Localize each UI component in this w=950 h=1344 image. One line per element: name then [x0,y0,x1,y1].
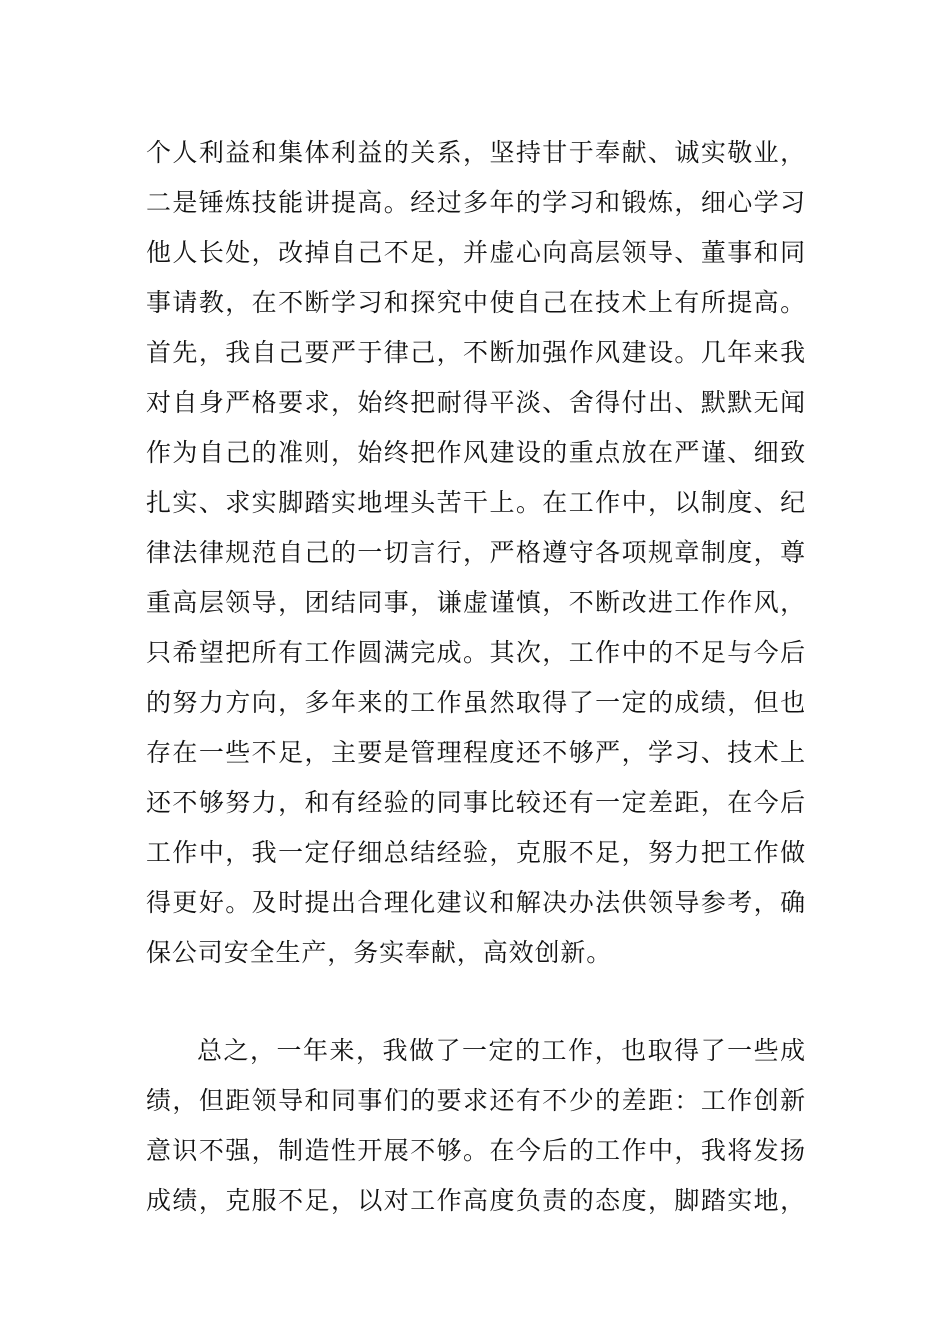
text-line: 总之，一年来，我做了一定的工作，也取得了一些成 [197,1036,806,1065]
paragraph-2 [146,1026,806,1226]
text-line: 意识不强，制造性开展不够。在今后的工作中，我将发扬 [146,1136,806,1165]
text-line: 个人利益和集体利益的关系，坚持甘于奉献、诚实敬业， [146,138,806,167]
text-line: 的努力方向，多年来的工作虽然取得了一定的成绩，但也 [146,688,806,717]
text-line: 二是锤炼技能讲提高。经过多年的学习和锻炼，细心学习 [146,188,806,217]
text-line: 存在一些不足，主要是管理程度还不够严，学习、技术上 [146,738,806,767]
text-line: 绩，但距领导和同事们的要求还有不少的差距：工作创新 [146,1086,806,1115]
text-line: 重高层领导，团结同事，谦虚谨慎，不断改进工作作风， [146,588,806,617]
text-line: 扎实、求实脚踏实地埋头苦干上。在工作中，以制度、纪 [146,488,806,517]
text-line: 保公司安全生产，务实奉献，高效创新。 [146,938,613,967]
text-line: 还不够努力，和有经验的同事比较还有一定差距，在今后 [146,788,806,817]
text-line: 工作中，我一定仔细总结经验，克服不足，努力把工作做 [146,838,806,867]
text-line: 律法律规范自己的一切言行，严格遵守各项规章制度，尊 [146,538,806,567]
text-line: 对自身严格要求，始终把耐得平淡、舍得付出、默默无闻 [146,388,806,417]
text-line: 得更好。及时提出合理化建议和解决办法供领导参考，确 [146,888,806,917]
text-line: 事请教，在不断学习和探究中使自己在技术上有所提高。 [146,288,806,317]
text-line: 只希望把所有工作圆满完成。其次，工作中的不足与今后 [146,638,806,667]
paragraph-1 [146,128,806,978]
text-line: 成绩，克服不足，以对工作高度负责的态度，脚踏实地， [146,1186,806,1215]
text-line: 首先，我自己要严于律己，不断加强作风建设。几年来我 [146,338,806,367]
text-line: 作为自己的准则，始终把作风建设的重点放在严谨、细致 [146,438,806,467]
text-line: 他人长处，改掉自己不足，并虚心向高层领导、董事和同 [146,238,806,267]
